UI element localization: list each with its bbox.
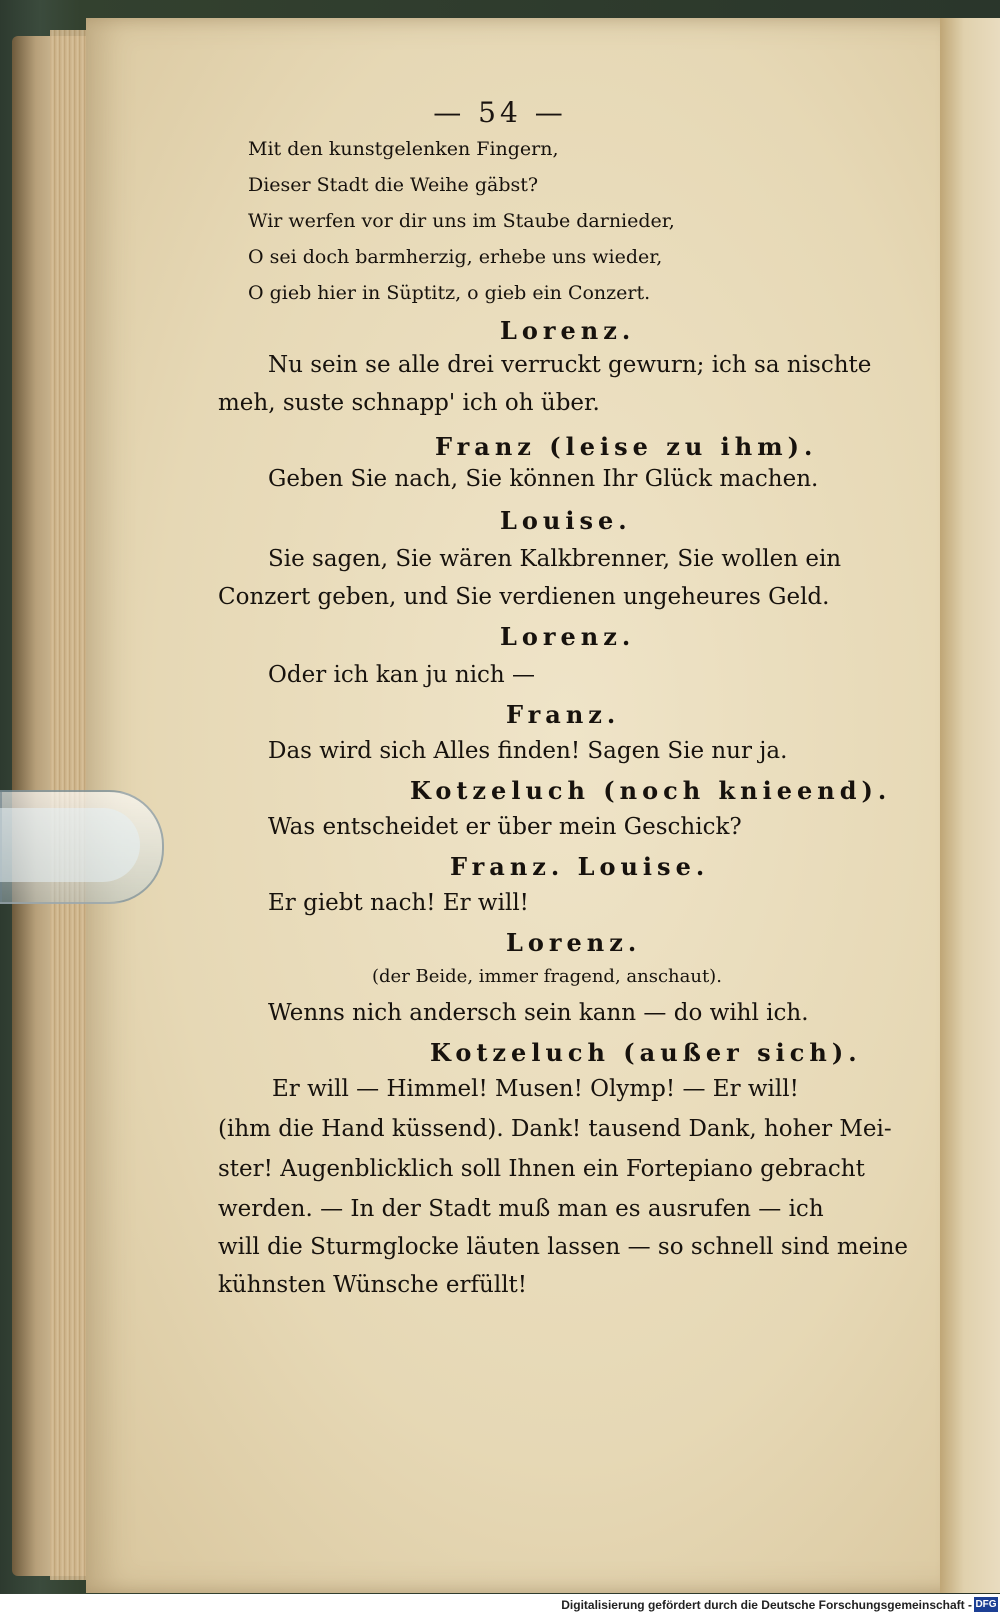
speaker-name: Kotzeluch (außer sich). [430,1038,862,1067]
text-line: Er will — Himmel! Musen! Olymp! — Er will! [272,1076,799,1102]
text-line: Oder ich kan ju nich — [268,662,536,688]
speaker-name: Louise. [500,506,632,535]
text-line: Das wird sich Alles finden! Sagen Sie nur ja. [268,738,788,764]
stage-direction: (der Beide, immer fragend, anschaut). [372,966,722,987]
text-line: O sei doch barmherzig, erhebe uns wieder, [248,246,663,268]
text-line: Geben Sie nach, Sie können Ihr Glück machen. [268,466,819,492]
text-line: Mit den kunstgelenken Fingern, [248,138,559,160]
dfg-logo: DFG [975,1599,997,1610]
page-number: — 54 — [433,96,567,129]
text-line: werden. — In der Stadt muß man es ausrufen — ich [218,1196,824,1222]
text-line: Sie sagen, Sie wären Kalkbrenner, Sie wollen ein [268,546,842,572]
speaker-name: Franz. [506,700,621,729]
text-line: kühnsten Wünsche erfüllt! [218,1272,528,1298]
text-line: Was entscheidet er über mein Geschick? [268,814,742,840]
text-line: Dieser Stadt die Weihe gäbst? [248,174,539,196]
page-clip-inner [0,808,140,882]
text-line: will die Sturmglocke läuten lassen — so schnell sind meine [218,1234,909,1260]
text-line: O gieb hier in Süptitz, o gieb ein Conzert. [248,282,651,304]
text-line: Conzert geben, und Sie verdienen ungeheures Geld. [218,584,830,610]
funding-credit: Digitalisierung gefördert durch die Deutsche Forschungsgemeinschaft - [561,1598,972,1612]
speaker-name: Kotzeluch (noch knieend). [410,776,892,805]
footer-bar [0,1594,1000,1614]
speaker-name: Lorenz. [500,622,636,651]
speaker-name: Lorenz. [500,316,636,345]
text-line: Wir werfen vor dir uns im Staube darnieder, [248,210,675,232]
text-line: Nu sein se alle drei verruckt gewurn; ich sa nischte [268,352,872,378]
speaker-name: Franz (leise zu ihm). [435,432,818,461]
speaker-name: Lorenz. [506,928,642,957]
speaker-name: Franz. Louise. [450,852,710,881]
text-line: (ihm die Hand küssend). Dank! tausend Dank, hoher Mei- [218,1116,892,1142]
text-line: Wenns nich andersch sein kann — do wihl ich. [268,1000,809,1026]
text-line: meh, suste schnapp' ich oh über. [218,390,600,416]
text-line: Er giebt nach! Er will! [268,890,529,916]
right-page-edge [940,18,1000,1593]
text-line: ster! Augenblicklich soll Ihnen ein Fortepiano gebracht [218,1156,865,1182]
